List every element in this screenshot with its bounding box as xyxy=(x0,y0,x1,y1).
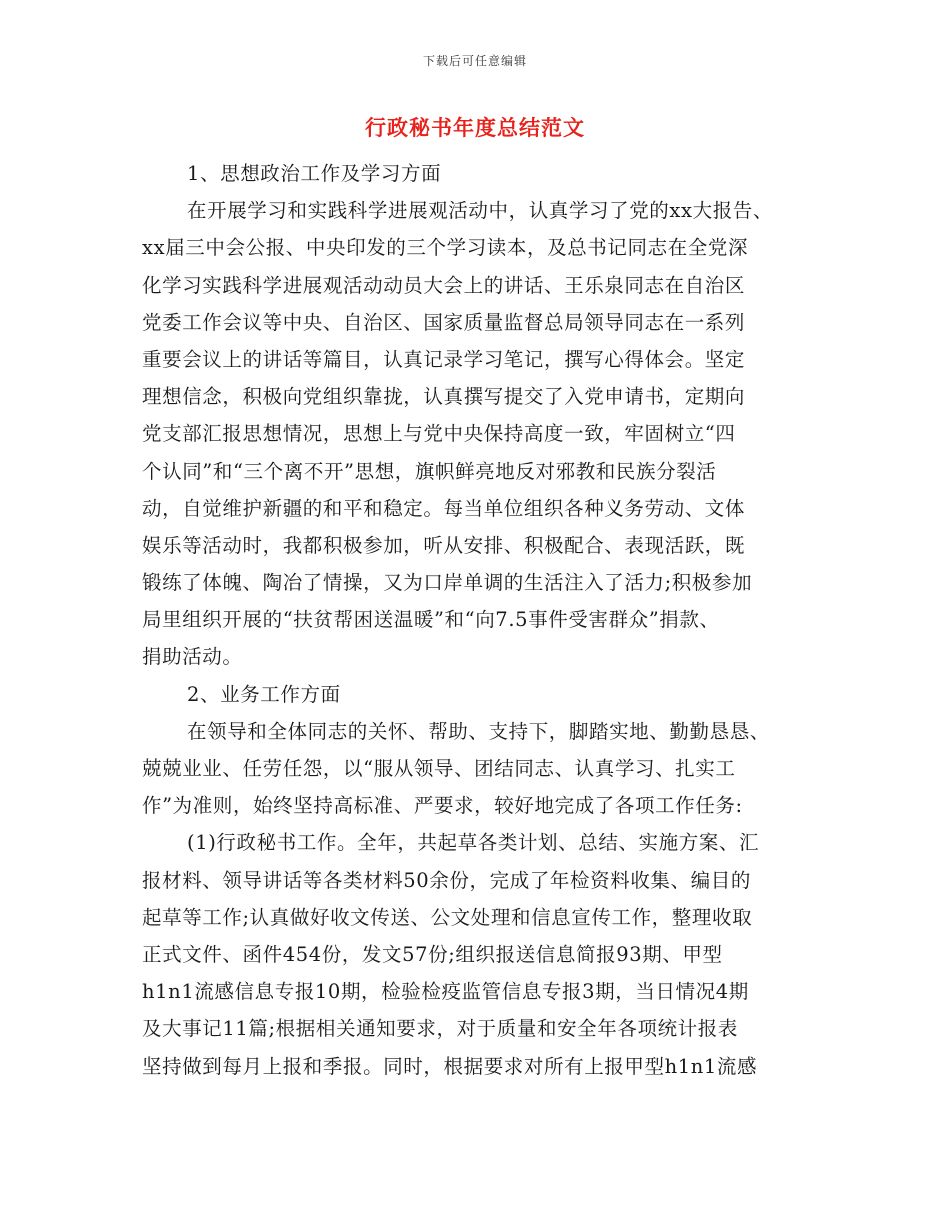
paragraph-line: 在领导和全体同志的关怀、帮助、支持下，脚踏实地、勤勤恳恳、 xyxy=(187,719,770,743)
paragraph-line: 个认同”和“三个离不开”思想，旗帜鲜亮地反对邪教和民族分裂活 xyxy=(142,459,717,483)
paragraph-line: 党支部汇报思想情况，思想上与党中央保持高度一致，牢固树立“四 xyxy=(142,422,736,446)
paragraph-line: (1)行政秘书工作。全年，共起草各类计划、总结、实施方案、汇 xyxy=(187,831,760,855)
paragraph-line: 重要会议上的讲话等篇目，认真记录学习笔记，撰写心得体会。坚定 xyxy=(142,347,746,371)
page-header: 下载后可任意编辑 xyxy=(422,54,527,68)
paragraph-line: 正式文件、函件454份，发文57份;组织报送信息简报93期、甲型 xyxy=(142,942,723,966)
paragraph-line: xx届三中会公报、中央印发的三个学习读本，及总书记同志在全党深 xyxy=(142,236,749,260)
paragraph-line: 报材料、领导讲话等各类材料50余份，完成了年检资料收集、编目的 xyxy=(142,868,751,892)
paragraph-line: 坚持做到每月上报和季报。同时，根据要求对所有上报甲型h1n1流感 xyxy=(142,1054,758,1078)
paragraph-line: 兢兢业业、任劳任怨，以“服从领导、团结同志、认真学习、扎实工 xyxy=(142,757,736,780)
document-body xyxy=(142,155,814,1085)
paragraph-line: 及大事记11篇;根据相关通知要求，对于质量和安全年各项统计报表 xyxy=(142,1017,738,1041)
section-heading-2: 2、业务工作方面 xyxy=(187,682,341,706)
paragraph-line: 起草等工作;认真做好收文传送、公文处理和信息宣传工作，整理收取 xyxy=(142,905,753,929)
section-heading-1: 1、思想政治工作及学习方面 xyxy=(187,162,442,185)
paragraph-line: 局里组织开展的“扶贫帮困送温暖”和“向7.5事件受害群众”捐款、 xyxy=(142,608,720,632)
paragraph-line: h1n1流感信息专报10期，检验检疫监管信息专报3期，当日情况4期 xyxy=(142,980,749,1004)
document-title: 行政秘书年度总结范文 xyxy=(365,115,585,140)
paragraph-line: 捐助活动。 xyxy=(142,645,243,669)
paragraph-line: 在开展学习和实践科学进展观活动中，认真学习了党的xx大报告、 xyxy=(187,199,773,223)
paragraph-line: 理想信念，积极向党组织靠拢，认真撰写提交了入党申请书，定期向 xyxy=(142,385,746,409)
paragraph-line: 娱乐等活动时，我都积极参加，听从安排、积极配合、表现活跃，既 xyxy=(142,533,746,557)
paragraph-line: 党委工作会议等中央、自治区、国家质量监督总局领导同志在一系列 xyxy=(142,310,746,334)
paragraph-line: 锻练了体魄、陶冶了情操，又为口岸单调的生活注入了活力;积极参加 xyxy=(142,571,753,595)
paragraph-line: 作”为准则，始终坚持高标准、严要求，较好地完成了各项工作任务: xyxy=(142,794,743,818)
paragraph-line: 动，自觉维护新疆的和平和稳定。每当单位组织各种义务劳动、文体 xyxy=(142,496,746,520)
paragraph-line: 化学习实践科学进展观活动动员大会上的讲话、王乐泉同志在自治区 xyxy=(142,273,746,297)
